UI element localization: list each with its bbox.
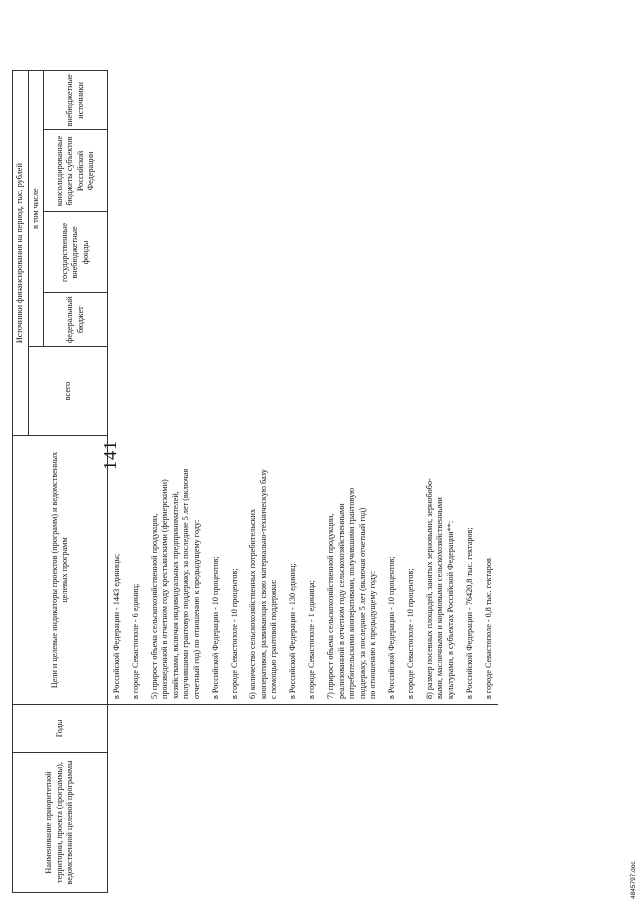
document-code: 4845797.doc (630, 861, 637, 899)
indicator-line: хозяйствами, включая индивидуальных предпринимателей, (170, 491, 180, 699)
indicator-line: в городе Севастополе - 0,8 тыс. гектаров (483, 558, 493, 699)
body-sources-cell (108, 71, 498, 436)
header-years: Годы (13, 705, 108, 753)
header-offbudget: внебюджетные источники (44, 71, 108, 130)
header-name: Наименование приоритетной территории, проекта (программы), ведомственной целевой программы (13, 753, 108, 893)
indicator-line: 5) прирост объема сельскохозяйственной продукции, (149, 513, 159, 699)
indicator-line: в Российской Федерации - 1443 единицы; (112, 553, 121, 699)
indicator-line: реализованной в отчетном году сельскохозяйственными (336, 503, 346, 699)
page-number: 141 (100, 440, 120, 470)
indicator-line: в Российской Федерации - 10 процентов; (387, 556, 397, 699)
indicator-line: выми, масличными и кормовыми сельскохозяйственными (435, 497, 445, 699)
body-years-cell (108, 705, 498, 753)
indicator-line: культурами, в субъектах Российской Федерации**: (445, 520, 455, 699)
indicator-line: в городе Севастополе - 10 процентов; (405, 568, 415, 699)
indicator-line: в городе Севастополе - 1 единица; (307, 580, 317, 699)
indicator-line: поддержку, за последние 5 лет (включая отчетный год) (357, 507, 367, 699)
indicator-line: по отношению к предыдущему году: (368, 570, 378, 699)
indicator-line: отчетный год) по отношению к предыдущему году: (191, 519, 201, 699)
header-regional: консолидированные бюджеты субъектов Российской Федерации (44, 130, 108, 212)
header-sources: Источники финансирования на период, тыс. рублей (13, 71, 29, 436)
indicator-list (112, 436, 494, 705)
indicator-line: потребительскими кооперативами, получившими грантовую (347, 487, 357, 699)
body-name-cell (108, 753, 498, 893)
indicator-line: в городе Севастополе - 6 единиц; (130, 583, 140, 699)
header-state-funds: государственные внебюджетные фонды (44, 212, 108, 293)
indicator-line: 8) размер посевных площадей, занятых зерновыми, зернобобо- (424, 478, 434, 699)
header-incl: в том числе (28, 71, 44, 347)
indicator-line: в городе Севастополе - 10 процентов; (229, 568, 239, 699)
indicator-line: 7) прирост объема сельскохозяйственной продукции, (326, 513, 336, 699)
indicator-line: в Российской Федерации - 130 единиц; (288, 563, 298, 699)
indicator-line: с помощью грантовой поддержки: (269, 579, 279, 699)
header-total: всего (28, 347, 108, 436)
indicator-line: кооперативов, развивающих свою материально-техническую базу (258, 469, 268, 699)
indicator-line: в Российской Федерации - 76420,8 тыс. гектаров; (464, 527, 474, 699)
indicator-line: в Российской Федерации - 10 процентов; (210, 556, 220, 699)
body-indicators-cell (108, 436, 498, 705)
header-federal: федеральный бюджет (44, 293, 108, 347)
indicator-line: получившими грантовую поддержку, за последние 5 лет (включая (181, 468, 191, 699)
indicator-line: 6) количество сельскохозяйственных потребительских (248, 508, 258, 699)
financing-table (12, 70, 498, 893)
indicator-line: произведенной в отчетном году крестьянскими (фермерскими) (160, 479, 170, 699)
header-indicators: Цели и целевые индикаторы проектов (программ) и ведомственных целевых программ (13, 436, 108, 705)
